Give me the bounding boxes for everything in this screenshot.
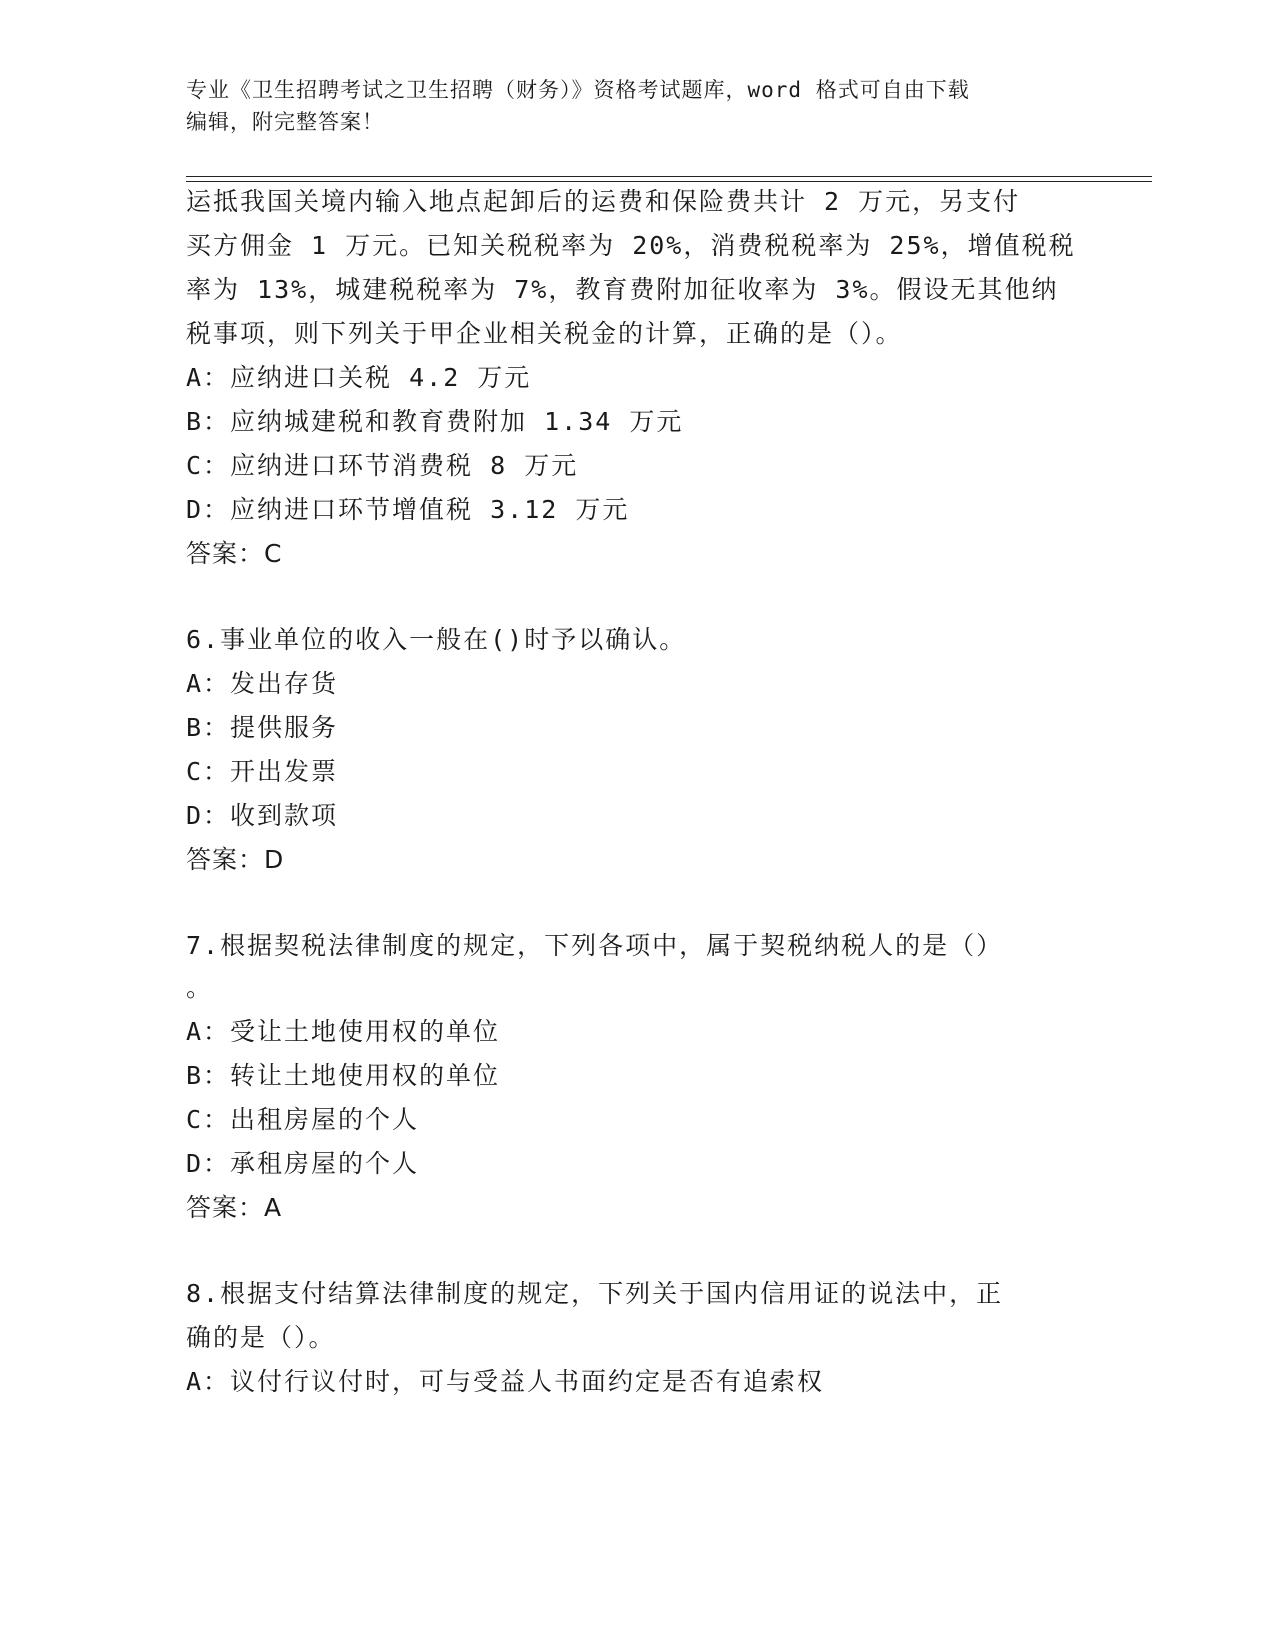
q7-stem-line-2: 。: [186, 973, 214, 1002]
q8-option-a: A：议付行议付时，可与受益人书面约定是否有追索权: [186, 1367, 825, 1396]
q7-option-d: D：承租房屋的个人: [186, 1149, 420, 1178]
q6-option-c: C：开出发票: [186, 757, 339, 786]
q8-stem-line-2: 确的是（）。: [186, 1323, 336, 1352]
q6-stem-line-1: 6.事业单位的收入一般在()时予以确认。: [186, 625, 687, 654]
header-rule-top: [186, 176, 1152, 177]
q6-answer: 答案：D: [186, 845, 285, 874]
header-rule-bottom: [186, 181, 1152, 182]
q7-answer: 答案：A: [186, 1193, 283, 1222]
q8-stem-line-1: 8.根据支付结算法律制度的规定，下列关于国内信用证的说法中，正: [186, 1279, 1004, 1308]
header-line-1: 专业《卫生招聘考试之卫生招聘（财务）》资格考试题库，word 格式可自由下载: [186, 78, 970, 102]
q5-stem-line-3: 率为 13%，城建税税率为 7%，教育费附加征收率为 3%。假设无其他纳: [186, 275, 1059, 304]
q5-stem-line-4: 税事项，则下列关于甲企业相关税金的计算，正确的是（）。: [186, 319, 903, 348]
q5-option-d: D：应纳进口环节增值税 3.12 万元: [186, 495, 630, 524]
q7-option-b: B：转让土地使用权的单位: [186, 1061, 501, 1090]
q6-option-a: A：发出存货: [186, 669, 339, 698]
q6-option-d: D：收到款项: [186, 801, 339, 830]
document-header: [186, 74, 1086, 138]
q5-stem-line-1: 运抵我国关境内输入地点起卸后的运费和保险费共计 2 万元，另支付: [186, 187, 1021, 216]
q6-option-b: B：提供服务: [186, 713, 339, 742]
q5-option-c: C：应纳进口环节消费税 8 万元: [186, 451, 579, 480]
q7-stem-line-1: 7.根据契税法律制度的规定，下列各项中，属于契税纳税人的是（）: [186, 931, 1004, 960]
q7-option-a: A：受让土地使用权的单位: [186, 1017, 501, 1046]
q5-answer: 答案：C: [186, 539, 283, 568]
q7-option-c: C：出租房屋的个人: [186, 1105, 420, 1134]
q5-option-a: A：应纳进口关税 4.2 万元: [186, 363, 532, 392]
header-line-2: 编辑，附完整答案！: [186, 110, 384, 134]
q5-stem-line-2: 买方佣金 1 万元。已知关税税率为 20%，消费税税率为 25%，增值税税: [186, 231, 1076, 260]
q5-option-b: B：应纳城建税和教育费附加 1.34 万元: [186, 407, 684, 436]
